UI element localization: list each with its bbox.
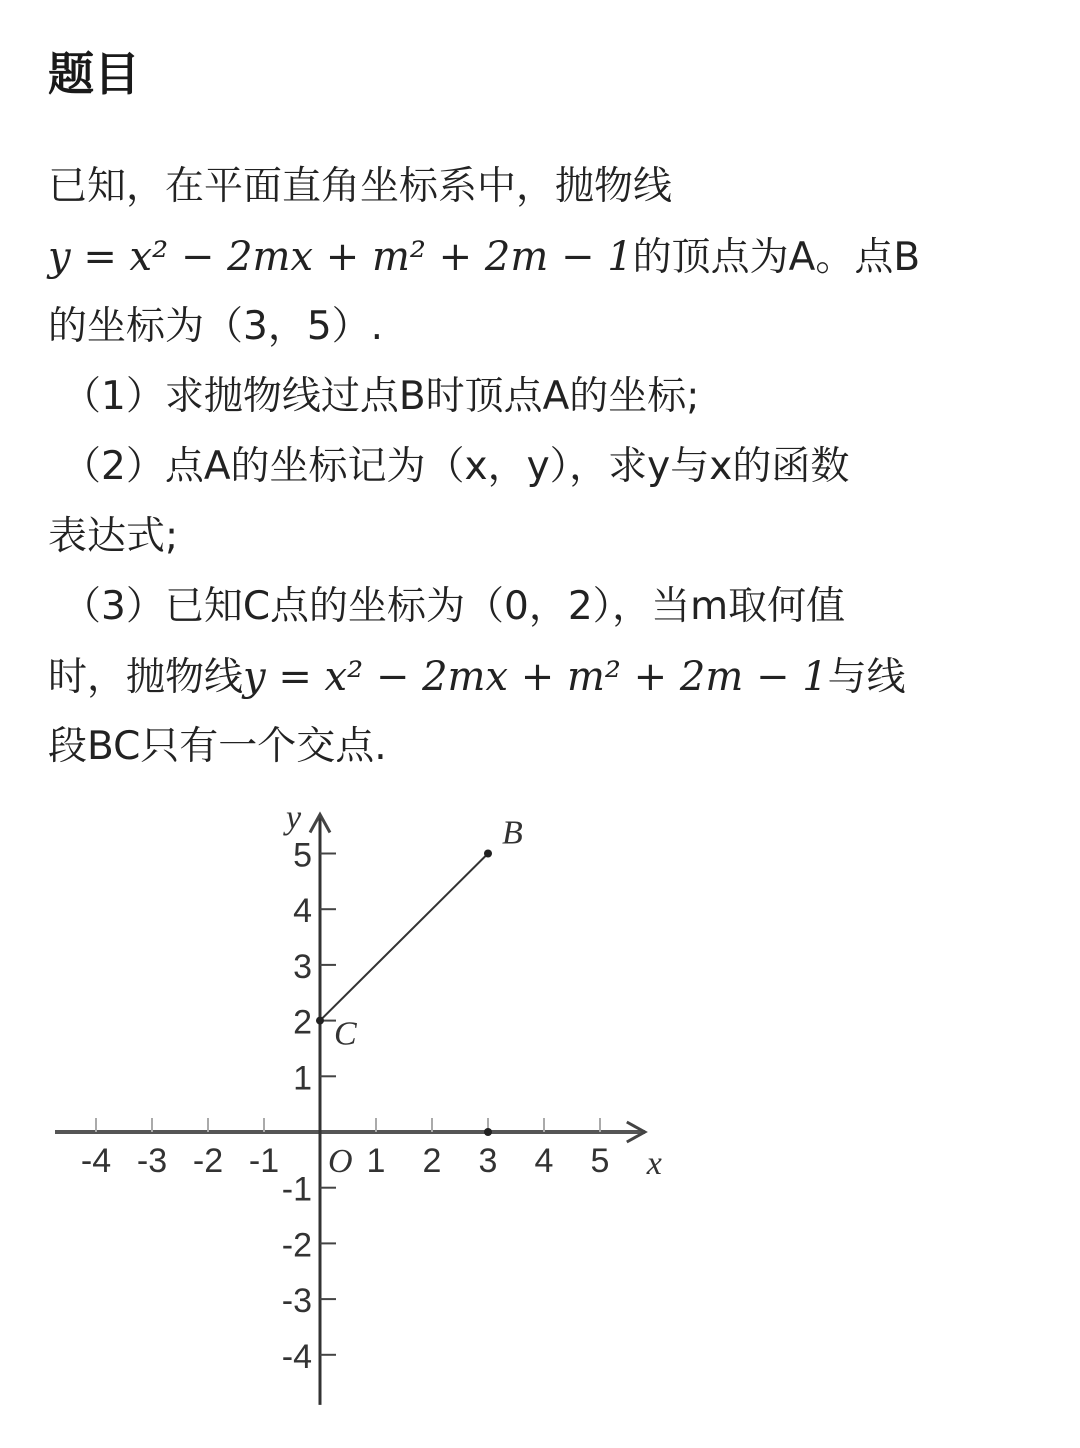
y-tick-label: 5 <box>293 836 312 875</box>
y-axis-label: y <box>286 799 302 837</box>
parabola-formula: y = x² − 2mx + m² + 2m − 1 <box>48 234 633 280</box>
text-line: 段BC只有一个交点. <box>48 724 387 769</box>
x-tick-label: 3 <box>478 1142 498 1180</box>
y-tick-label: -2 <box>281 1226 312 1265</box>
question-3: （3）已知C点的坐标为（0，2），当m取何值 <box>62 584 846 629</box>
y-tick-label: -3 <box>281 1282 312 1321</box>
text-fragment: 的顶点为A。点B <box>632 235 921 280</box>
y-tick-label: -4 <box>281 1337 312 1376</box>
point-label-c: C <box>334 1015 357 1053</box>
x-tick-label: 1 <box>366 1142 386 1180</box>
x-tick-label: -4 <box>80 1142 112 1180</box>
problem-text <box>48 152 1048 782</box>
x-tick-label: -2 <box>192 1142 224 1180</box>
x-axis-label: x <box>646 1145 662 1182</box>
point-label-b: B <box>502 814 523 852</box>
x-axis-point-3 <box>484 1128 492 1136</box>
text-line: 表达式; <box>48 514 179 559</box>
x-tick-label: 5 <box>590 1142 610 1180</box>
question-1: （1）求抛物线过点B时顶点A的坐标; <box>62 374 700 419</box>
y-tick-label: 2 <box>293 1003 312 1042</box>
x-tick-label: 2 <box>422 1142 442 1180</box>
x-tick-label: 4 <box>534 1142 554 1180</box>
point-c <box>316 1017 324 1025</box>
coordinate-diagram <box>0 780 700 1440</box>
segment-bc <box>320 854 488 1021</box>
text-line: 的坐标为（3，5）. <box>48 304 384 349</box>
text-fragment: 与线 <box>827 655 906 700</box>
text-fragment: 时，抛物线 <box>48 655 244 700</box>
parabola-formula: y = x² − 2mx + m² + 2m − 1 <box>243 654 828 700</box>
y-tick-label: 1 <box>293 1059 312 1098</box>
text-line <box>48 222 1048 292</box>
y-tick-label: 4 <box>293 892 312 931</box>
question-2: （2）点A的坐标记为（x，y），求y与x的函数 <box>62 444 850 489</box>
text-line <box>48 642 1048 712</box>
x-tick-label: -3 <box>136 1142 168 1180</box>
point-b <box>484 850 492 858</box>
text-line: 已知，在平面直角坐标系中，抛物线 <box>48 164 673 209</box>
y-tick-label: -1 <box>281 1170 312 1209</box>
origin-label: O <box>328 1143 353 1180</box>
x-tick-label: -1 <box>248 1142 280 1180</box>
page-title: 题目 <box>48 47 140 101</box>
y-tick-label: 3 <box>293 947 312 986</box>
